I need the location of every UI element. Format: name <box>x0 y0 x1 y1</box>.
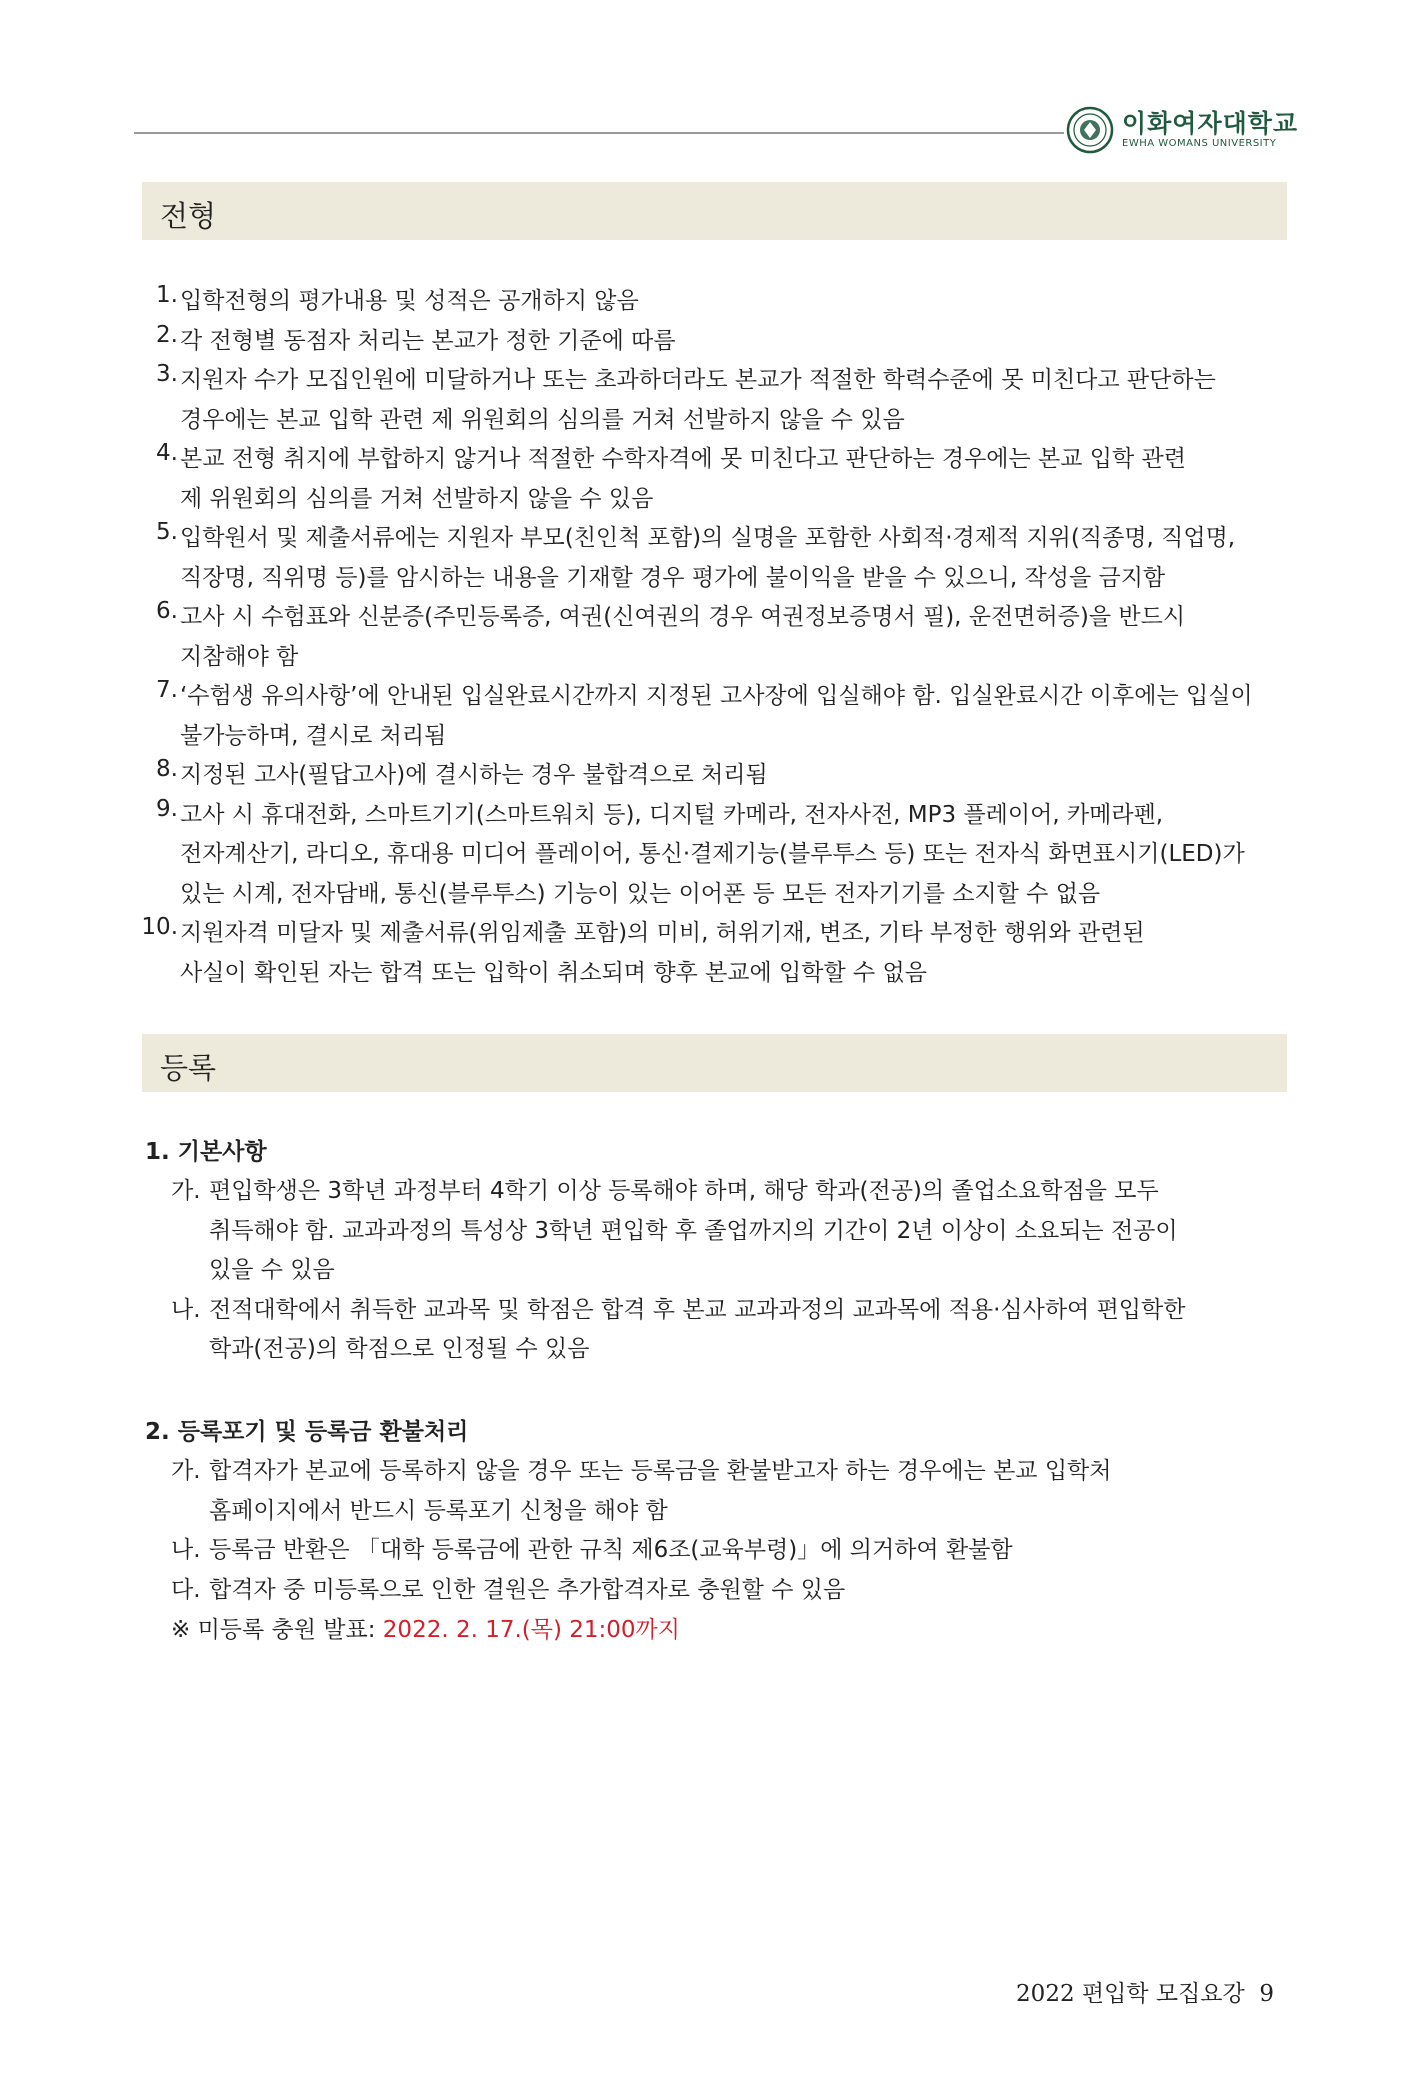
item-number: 나. <box>171 1296 201 1323</box>
item-line: 제 위원회의 심의를 거쳐 선발하지 않을 수 있음 <box>180 485 654 512</box>
item-line: 직장명, 직위명 등)를 암시하는 내용을 기재할 경우 평가에 불이익을 받을 수 있으니, 작성을 금지함 <box>180 564 1166 591</box>
item-line: 등록금 반환은 「대학 등록금에 관한 규칙 제6조(교육부령)」에 의거하여 환불함 <box>209 1537 1013 1563</box>
item-number: 2. <box>156 321 178 348</box>
subsection-heading: 1. 기본사항 <box>145 1139 267 1165</box>
list-item <box>145 1172 1305 1291</box>
item-line: 전적대학에서 취득한 교과목 및 학점은 합격 후 본교 교과과정의 교과목에 적용·심사하여 편입학한 <box>209 1296 1186 1323</box>
list-item <box>140 796 1300 915</box>
item-number: 5. <box>156 519 178 545</box>
item-number: 나. <box>171 1537 201 1563</box>
refund-items <box>145 1452 1305 1610</box>
logo-name-en: EWHA WOMANS UNIVERSITY <box>1122 138 1277 149</box>
list-item <box>140 440 1300 519</box>
list-item <box>140 756 1300 796</box>
item-line: 합격자 중 미등록으로 인한 결원은 추가합격자로 충원할 수 있음 <box>209 1576 846 1603</box>
item-line: ‘수험생 유의사항’에 안내된 입실완료시간까지 지정된 고사장에 입실해야 함. 입실완료시간 이후에는 입실이 <box>180 683 1253 709</box>
list-item <box>140 361 1300 440</box>
page-number: 9 <box>1259 1981 1274 2007</box>
item-line: 전자계산기, 라디오, 휴대용 미디어 플레이어, 통신·결제기능(블루투스 등) 또는 전자식 화면표시기(LED)가 <box>180 841 1245 867</box>
item-line: 지원자격 미달자 및 제출서류(위임제출 포함)의 미비, 허위기재, 변조, 기타 부정한 행위와 관련된 <box>180 920 1145 946</box>
item-line: 고사 시 휴대전화, 스마트기기(스마트워치 등), 디지털 카메라, 전자사전, MP3 플레이어, 카메라펜, <box>180 801 1164 828</box>
item-number: 4. <box>156 440 178 466</box>
item-line: 입학원서 및 제출서류에는 지원자 부모(친인척 포함)의 실명을 포함한 사회적·경제적 지위(직종명, 직업명, <box>180 525 1236 551</box>
list-item <box>145 1571 1305 1611</box>
item-number: 1. <box>156 282 178 308</box>
item-line: 사실이 확인된 자는 합격 또는 입학이 취소되며 향후 본교에 입학할 수 없음 <box>180 959 927 986</box>
list-item <box>145 1452 1305 1531</box>
list-item <box>140 282 1300 322</box>
item-line: 지참해야 함 <box>180 643 299 670</box>
item-number: 3. <box>156 361 178 387</box>
item-line: 합격자가 본교에 등록하지 않을 경우 또는 등록금을 환불받고자 하는 경우에는 본교 입학처 <box>209 1458 1112 1484</box>
item-number: 10. <box>141 914 178 940</box>
item-number: 9. <box>156 795 178 822</box>
logo-name-ko: 이화여자대학교 <box>1122 109 1299 138</box>
university-logo <box>1066 106 1298 154</box>
item-number: 다. <box>171 1576 201 1603</box>
section-header-screening <box>142 182 1287 240</box>
item-line: 편입학생은 3학년 과정부터 4학기 이상 등록해야 하며, 해당 학과(전공)의 졸업소요학점을 모두 <box>209 1178 1159 1204</box>
announcement-note <box>145 1610 1305 1650</box>
section-title: 전형 <box>160 199 217 233</box>
basic-info-items <box>145 1172 1305 1370</box>
list-item <box>145 1291 1305 1370</box>
list-item <box>140 914 1300 993</box>
item-number: 가. <box>171 1458 201 1484</box>
item-line: 본교 전형 취지에 부합하지 않거나 적절한 수학자격에 못 미친다고 판단하는 경우에는 본교 입학 관련 <box>180 446 1186 472</box>
list-item <box>140 598 1300 677</box>
item-number: 가. <box>171 1178 201 1204</box>
item-line: 경우에는 본교 입학 관련 제 위원회의 심의를 거쳐 선발하지 않을 수 있음 <box>180 406 905 433</box>
subsection-heading: 2. 등록포기 및 등록금 환불처리 <box>145 1419 469 1445</box>
item-number: 8. <box>156 756 178 782</box>
item-line: 불가능하며, 결시로 처리됨 <box>180 722 447 749</box>
item-number: 7. <box>156 677 178 703</box>
page-footer <box>1016 1975 1274 2008</box>
item-line: 있을 수 있음 <box>209 1257 335 1283</box>
item-line: 있는 시계, 전자담배, 통신(블루투스) 기능이 있는 이어폰 등 모든 전자기기를 소지할 수 없음 <box>180 880 1101 907</box>
section-title: 등록 <box>160 1051 217 1085</box>
university-seal-icon <box>1066 106 1114 154</box>
item-line: 입학전형의 평가내용 및 성적은 공개하지 않음 <box>180 288 639 314</box>
item-line: 지정된 고사(필답고사)에 결시하는 경우 불합격으로 처리됨 <box>180 762 768 788</box>
item-line: 홈페이지에서 반드시 등록포기 신청을 해야 함 <box>209 1497 668 1524</box>
refund-block <box>145 1412 1305 1650</box>
screening-list <box>140 282 1300 993</box>
item-line: 학과(전공)의 학점으로 인정될 수 있음 <box>209 1336 590 1362</box>
item-line: 고사 시 수험표와 신분증(주민등록증, 여권(신여권의 경우 여권정보증명서 필), 운전면허증)을 반드시 <box>180 604 1186 630</box>
section-header-registration <box>142 1034 1287 1092</box>
basic-info-block <box>145 1132 1305 1370</box>
list-item <box>140 677 1300 756</box>
note-date: 2022. 2. 17.(목) 21:00까지 <box>382 1617 680 1643</box>
item-line: 취득해야 함. 교과과정의 특성상 3학년 편입학 후 졸업까지의 기간이 2년 이상이 소요되는 전공이 <box>209 1217 1178 1244</box>
list-item <box>140 519 1300 598</box>
item-number: 6. <box>156 598 178 624</box>
header-rule <box>134 132 1064 134</box>
list-item <box>140 322 1300 362</box>
footer-text: 2022 편입학 모집요강 <box>1016 1981 1245 2007</box>
list-item <box>145 1531 1305 1571</box>
item-line: 지원자 수가 모집인원에 미달하거나 또는 초과하더라도 본교가 적절한 학력수준에 못 미친다고 판단하는 <box>180 367 1216 393</box>
note-label: ※ 미등록 충원 발표: <box>171 1617 376 1643</box>
item-line: 각 전형별 동점자 처리는 본교가 정한 기준에 따름 <box>180 327 676 354</box>
